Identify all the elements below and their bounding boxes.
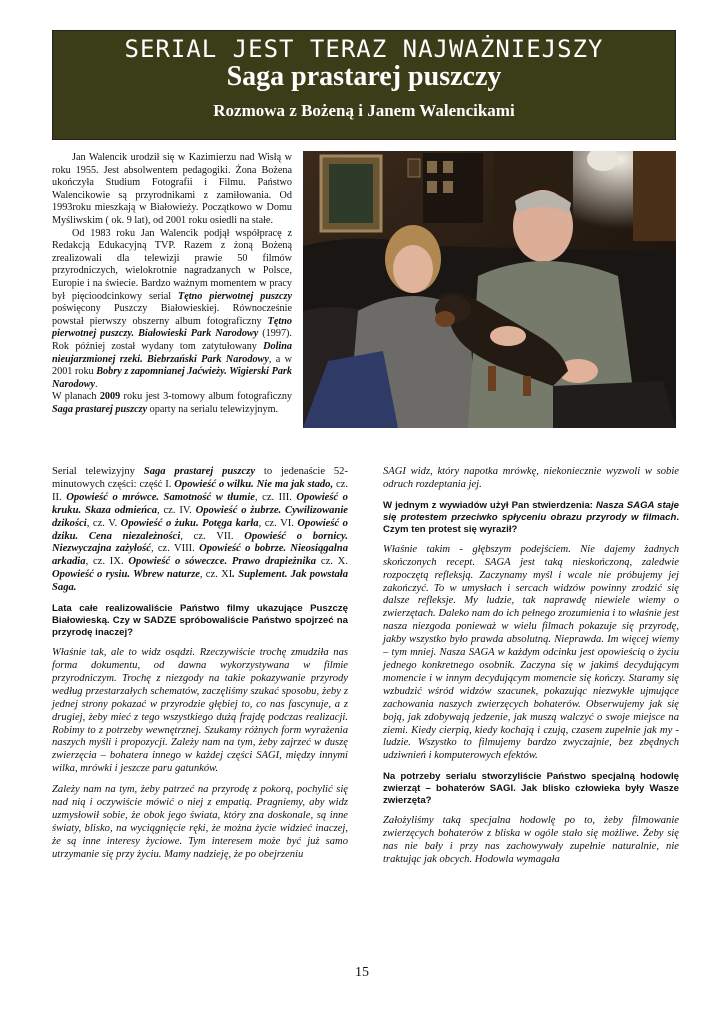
author-bio — [52, 152, 292, 416]
interview-answer: SAGI widz, który napotka mrówkę, niekoniecznie wyzwoli w sobie odruch rozdeptania jej. — [383, 466, 679, 490]
article-header — [52, 30, 676, 140]
photo-walenciks-with-dog — [303, 151, 676, 428]
interview-answer: Właśnie takim - głębszym podejściem. Nie dajemy żadnych skończonych recept. SAGA jest taką nieskończoną, zaledwie rozpoczętą refleksją. Zaczynamy myśl i wcale nie próbujemy jej zakończyć. To w umysłach i sercach widzów powinny zrodzić się dalsze refleksje. My ludzie, tak naprawdę niewiele wiemy o zwierzętach. Daleko nam do ich pełnego zrozumienia i to właśnie jest nasza niezgoda ponieważ w wielu filmach pokazuje się przyrodę, jakby wszystko było prawda absolutną. Nieprawda. Im więcej wiemy – tym mniej. Nasza SAGA w każdym odcinku jest opowieścią o życiu jednego konkretnego osobnik. Zaczyna się w jakimś decydującym momencie i w innym decydującym momencie się kończy. Staramy się wzbudzić wśród widzów szacunek, pokazując niezwykłe ujmujące zachowania naszych zwierzęcych bohaterów. Obserwujemy jak się boją, jak zdobywają jedzenie, jak muszą walczyć o swoje miejsce na ziemi. Kiedy cierpią, kiedy kochają i czują, czasem zupełnie jak my - ludzie. Wszystko to filmujemy bardzo zwyczajnie, bez zbędnych udziwnień i komputerowych efektów. — [383, 543, 679, 762]
article-column-right — [383, 466, 679, 875]
section-kicker: SERIAL JEST TERAZ NAJWAŻNIEJSZY — [124, 35, 604, 63]
interview-answer: Założyliśmy taką specjalna hodowlę po to, żeby filmowanie zwierzęcych bohaterów z bliska w ogóle stało się możliwe. Żeby się nas nie bały i przy nas zachowywały zupełnie naturalnie, nie traktując jak obcych. Hodowla wymagała — [383, 815, 679, 865]
interview-question: W jednym z wywiadów użył Pan stwierdzenia: Nasza SAGA staje się protestem przeciwko spłyceniu obrazu przyrody w filmach. Czym ten protest się wyraził? — [383, 499, 680, 535]
interview-question: Lata całe realizowaliście Państwo filmy ukazujące Puszczę Białowieską. Czy w SADZE spróbowaliście Państwo spojrzeć na przyrodę inaczej? — [52, 603, 348, 639]
bio-paragraph: Jan Walencik urodził się w Kazimierzu nad Wisłą w roku 1955. Jest absolwentem pedagogiki. Żona Bożena ukończyła Studium Fotografii i Filmu. Państwo Walencikowie są przyrodnikami z zamiłowania. Od 1993roku mieszkają w Białowieży. Początkowo w Domu Myśliwskim ( ok. 9 lat), od 2001 roku osiedli na stałe. — [52, 152, 292, 226]
interview-answer: Właśnie tak, ale to widz osądzi. Rzeczywiście trochę zmudziła nas forma dokumentu, od dawna wykorzystywana w filmie przyrodniczym. Trochę z niezgody na takie pokazywanie przyrody według przestarzałych schematów, zaczęliśmy szukać sposobu, żeby z jednej strony pokazać w przyrodzie głębiej to, co nas fascynuje, a z drugiej, żeby mieć z tego wszystkiego dużą frajdę podczas realizacji. Robimy to z potrzeby wewnętrznej. Szukamy różnych form wyrażenia naszych myśli i propozycji. Zależy nam na tym, żeby zajrzeć w duszę zwierzęcia – bohatera innego w każdej części SAGI, między innymi wilka, mrówki i jeszcze paru gatunków. — [52, 647, 348, 775]
article-title: Saga prastarej puszczy — [226, 61, 502, 92]
series-intro: Serial telewizyjny Saga prastarej puszczy to jedenaście 52-minutowych części: część I. Opowieść o wilku. Nie ma jak stado, cz. II. Opowieść o mrówce. Samotność w tłumie, cz. III. Opowieść o kruku. Skaza odmieńca, cz. IV. Opowieść o żubrze. Cywilizowanie dzikości, cz. V. Opowieść o żuku. Potęga karła, cz. VI. Opowieść o dziku. Cena niezależności, cz. VII. Opowieść o bornicy. Niezwyczajna zażyłość, cz. VIII. Opowieść o bobrze. Nieosiągalna arkadia, cz. IX. Opowieść o sóweczce. Prawo drapieżnika cz. X. Opowieść o rysiu. Wbrew naturze, cz. XI. Suplement. Jak powstała Saga. — [52, 466, 349, 594]
article-subtitle: Rozmowa z Bożeną i Janem Walencikami — [213, 101, 515, 120]
article-column-left — [52, 466, 348, 870]
interview-answer: Zależy nam na tym, żeby patrzeć na przyrodę z pokorą, pochylić się nad nią i oczywiście mówić o niej z empatią. Pragniemy, aby widz uzmysłowił sobie, że obok jego świata, który zna doskonale, są inne światy, blisko, na wyciągnięcie ręki, że można życie widzieć inaczej, że są inne interesy życiowe. Tym interesem może być już samo utrzymanie się przy życiu. Mamy nadzieję, że po obejrzeniu — [52, 784, 348, 860]
interview-question: Na potrzeby serialu stworzyliście Państwo specjalną hodowlę zwierząt – bohaterów SAGI. Jak blisko człowieka były Wasze zwierzęta? — [383, 771, 679, 807]
bio-paragraph: Od 1983 roku Jan Walencik podjął współpracę z Redakcją Edukacyjną TVP. Razem z żoną Bożeną zrealizowali dla telewizji prawie 50 filmów przyrodniczych, wielokrotnie nagradzanych w Polsce, Europie i na świecie. Bardzo ważnym momentem w pracy był pięcioodcinkowy serial Tętno pierwotnej puszczy poświęcony Puszczy Białowieskiej. Równocześnie powstał pierwszy obszerny album fotograficzny Tętno pierwotnej puszczy. Białowieski Park Narodowy (1997). Rok później został wydany tom zatytułowany Dolina nieujarzmionej rzeki. Biebrzański Park Narodowy, a w 2001 roku Bobry z zapomnianej Jaćwieży. Wigierski Park Narodowy. — [52, 227, 292, 390]
page-number: 15 — [355, 965, 369, 980]
bio-paragraph: W planach 2009 roku jest 3-tomowy album fotograficzny Saga prastarej puszczy oparty na serialu telewizyjnym. — [52, 391, 293, 415]
